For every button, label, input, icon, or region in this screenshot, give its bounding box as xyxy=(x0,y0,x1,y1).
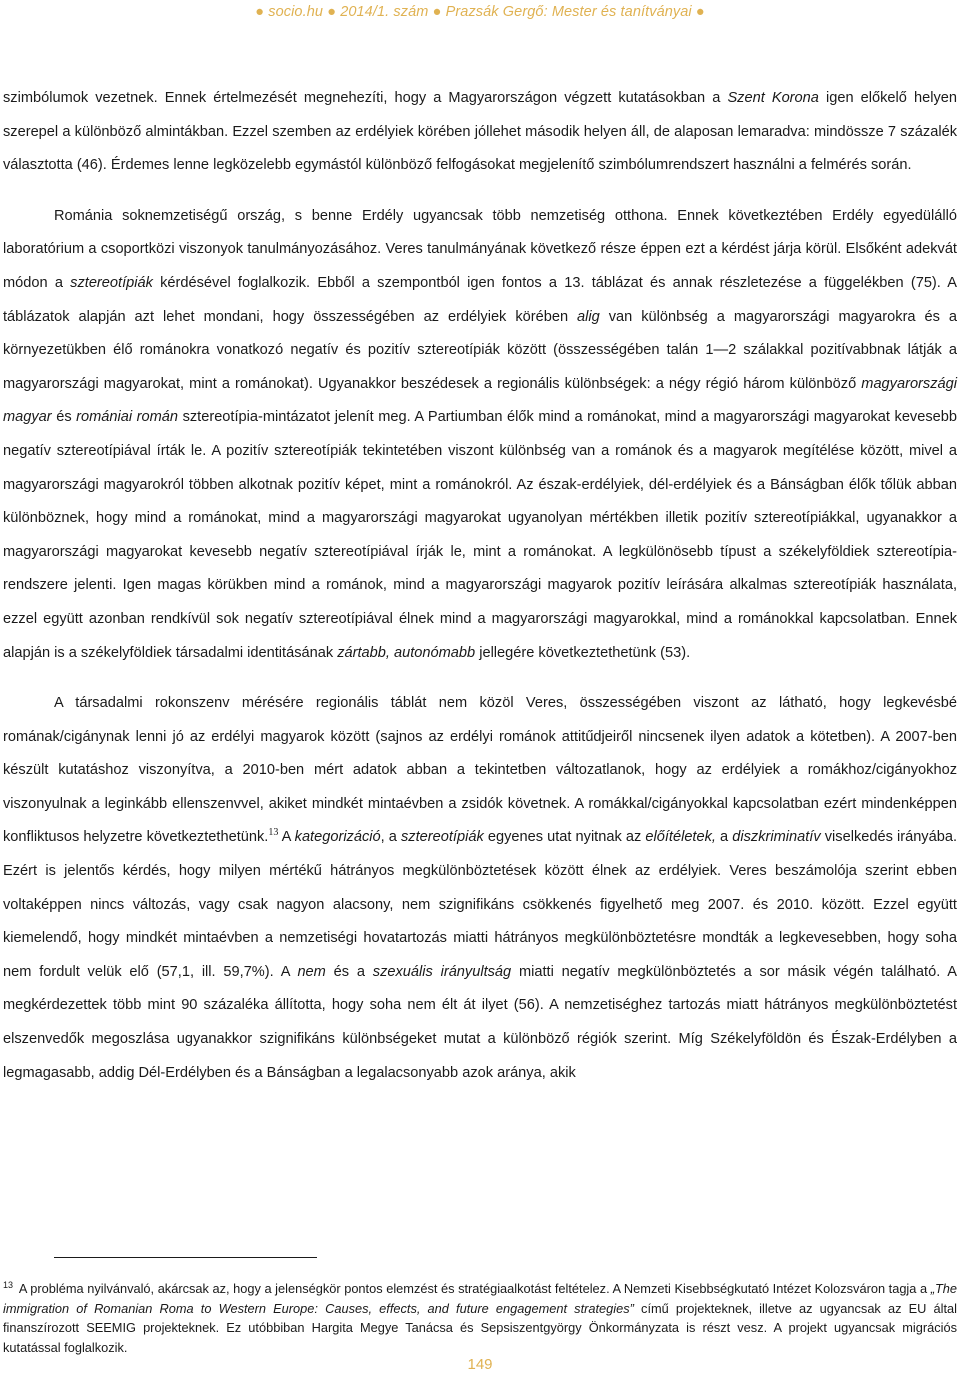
header-issue: 2014/1. szám xyxy=(340,4,429,20)
header-bullet: ● xyxy=(695,4,705,20)
header-bullet: ● xyxy=(327,4,337,20)
footnote: $^{13}$ A probléma nyilvánvaló, akárcsak az, hogy a jelenségkör pontos elemzést és stratégiaalkotást feltételez. A Nemzeti Kisebbségkutató Intézet Kolozsváron tagja a „The immigration of Romanian Roma to Western Europe: Causes, effects, and future engagement strategies” című projekteknek, illetve az ugyancsak az EU által finanszírozott SEEMIG projekteknek. Ez utóbbiban Hargita Megye Tanácsa és Sepsiszentgyörgy Önkormányzata is részt vesz. A projekt ugyancsak migrációs kutatással foglalkozik. xyxy=(3,1280,957,1355)
page-number: 149 xyxy=(467,1356,493,1373)
footnote-reference[interactable]: 13 xyxy=(268,827,279,839)
running-header xyxy=(0,4,960,20)
header-journal: socio.hu xyxy=(268,4,324,20)
paragraph-1: szimbólumok vezetnek. Ennek értelmezését megnehezíti, hogy a Magyarországon végzett kutatásokban a Szent Korona igen előkelő helyen szerepel a különböző almintákban. Ezzel szemben az erdélyiek körében jóllehet második helyen áll, de alaposan lemaradva: mindössze 7 százalék választotta (46). Érdemes lenne legközelebb egymástól különböző felfogásokat megjelenítő szimbólumrendszert használni a felmérés során. xyxy=(3,90,957,174)
paragraph-3: A társadalmi rokonszenv mérésére regionális táblát nem közöl Veres, összességében viszont az látható, hogy legkevésbé romának/cigánynak lenni jó az erdélyi magyarok között (sajnos az erdélyi románok attitűdjeiről nincsenek ilyen adatok a kötetben). A 2007-ben készült kutatáshoz viszonyítva, a 2010-ben mért adatok abban a tekintetben változatlanok, hogy az erdélyiek a romákhoz/cigányokhoz viszonyulnak a leginkább ellenszenvvel, akiket mindkét mintaévben a zsidók követnek. A romákkal/cigányokkal kapcsolatban ezért mindenképpen konfliktusos helyzetre következtethetünk.$^{13}$ A kategorizáció, a sztereotípiák egyenes utat nyitnak az előítéletek, a diszkriminatív viselkedés irányába. Ezért is jelentős kérdés, hogy milyen mértékű hátrányos megkülönböztetések között élnek az erdélyiek. Veres beszámolója szerint ebben voltaképpen nincs változás, vagy csak nagyon alacsony, nem szignifikáns csökkenés figyelhető meg 2007. és 2010. között. Ezzel együtt kiemelendő, hogy mindkét mintaévben a nemzetiségi hovatartozás miatti hátrányos megkülönböztetésre mondták a legkevesebben, hogy soha nem fordult velük elő (57,1, ill. 59,7%). A nem és a szexuális irányultság miatti negatív megkülönböztetés a sor másik végén található. A megkérdezettek több mint 90 százaléka állította, hogy soha nem élt át ilyet (56). A nemzetiséghez tartozás miatt hátrányos megkülönböztetést elszenvedők megoszlása ugyanakkor szignifikáns különbségeket mutat a különböző régiók szerint. Míg Székelyföldön és Észak-Erdélyben a legmagasabb, addig Dél-Erdélyben és a Bánságban a legalacsonyabb azok aránya, akik xyxy=(3,695,958,1081)
article-body xyxy=(3,82,957,1090)
paragraph-2: Románia soknemzetiségű ország, s benne Erdély ugyancsak több nemzetiség otthona. Ennek következtében Erdély egyedülálló laboratórium a csoportközi viszonyok tanulmányozásához. Veres tanulmányának következő része éppen ezt a kérdést járja körül. Elsőként adekvát módon a sztereotípiák kérdésével foglalkozik. Ebből a szempontból igen fontos a 13. táblázat és annak részletezése a függelékben (75). A táblázatok alapján azt lehet mondani, hogy összességében az erdélyiek körében alig van különbség a magyarországi magyarokra és a környezetükben élő románokra vonatkozó negatív és pozitív sztereotípiák között (összességében talán 1―2 szálakkal pozitívabbnak látják a magyarországi magyarokat, mint a románokat). Ugyanakkor beszédesek a regionális különbségek: a négy régió három különböző magyarországi magyar és romániai román sztereotípia-mintázatot jelenít meg. A Partiumban élők mind a románokat, mind a magyarországi magyarokat kevesebb negatív sztereotípiával írták le. A pozitív sztereotípiák tekintetében viszont különbség van a románok és a magyarok megítélése között, mivel a magyarországi magyarokról többen alkotnak pozitív képet, mint a románokról. Az észak-erdélyiek, dél-erdélyiek és a Bánságban élők tőlük abban különböznek, hogy mind a románokat, mind a magyarországi magyarokat ugyanolyan mértékben illetik pozitív sztereotípiákkal, ugyanakkor a magyarországi magyarokat kevesebb negatív sztereotípiával írják le, mint a románokat. A legkülönösebb típust a székelyföldiek sztereotípia-rendszere jelenti. Igen magas körükben mind a románok, mind a magyarországi magyarok pozitív leírására alkalmas sztereotípiák használata, ezzel együtt azonban rendkívül sok negatív sztereotípiával élnek mind a magyarországi magyarokkal, mind a románokkal kapcsolatban. Ennek alapján is a székelyföldiek társadalmi identitásának zártabb, autonómabb jellegére következtethetünk (53). xyxy=(3,207,958,661)
header-article-title: Prazsák Gergő: Mester és tanítványai xyxy=(445,4,692,20)
footnote-number: 13 xyxy=(3,1280,14,1290)
header-bullet: ● xyxy=(255,4,265,20)
header-bullet: ● xyxy=(432,4,442,20)
footnote-separator xyxy=(54,1257,317,1258)
